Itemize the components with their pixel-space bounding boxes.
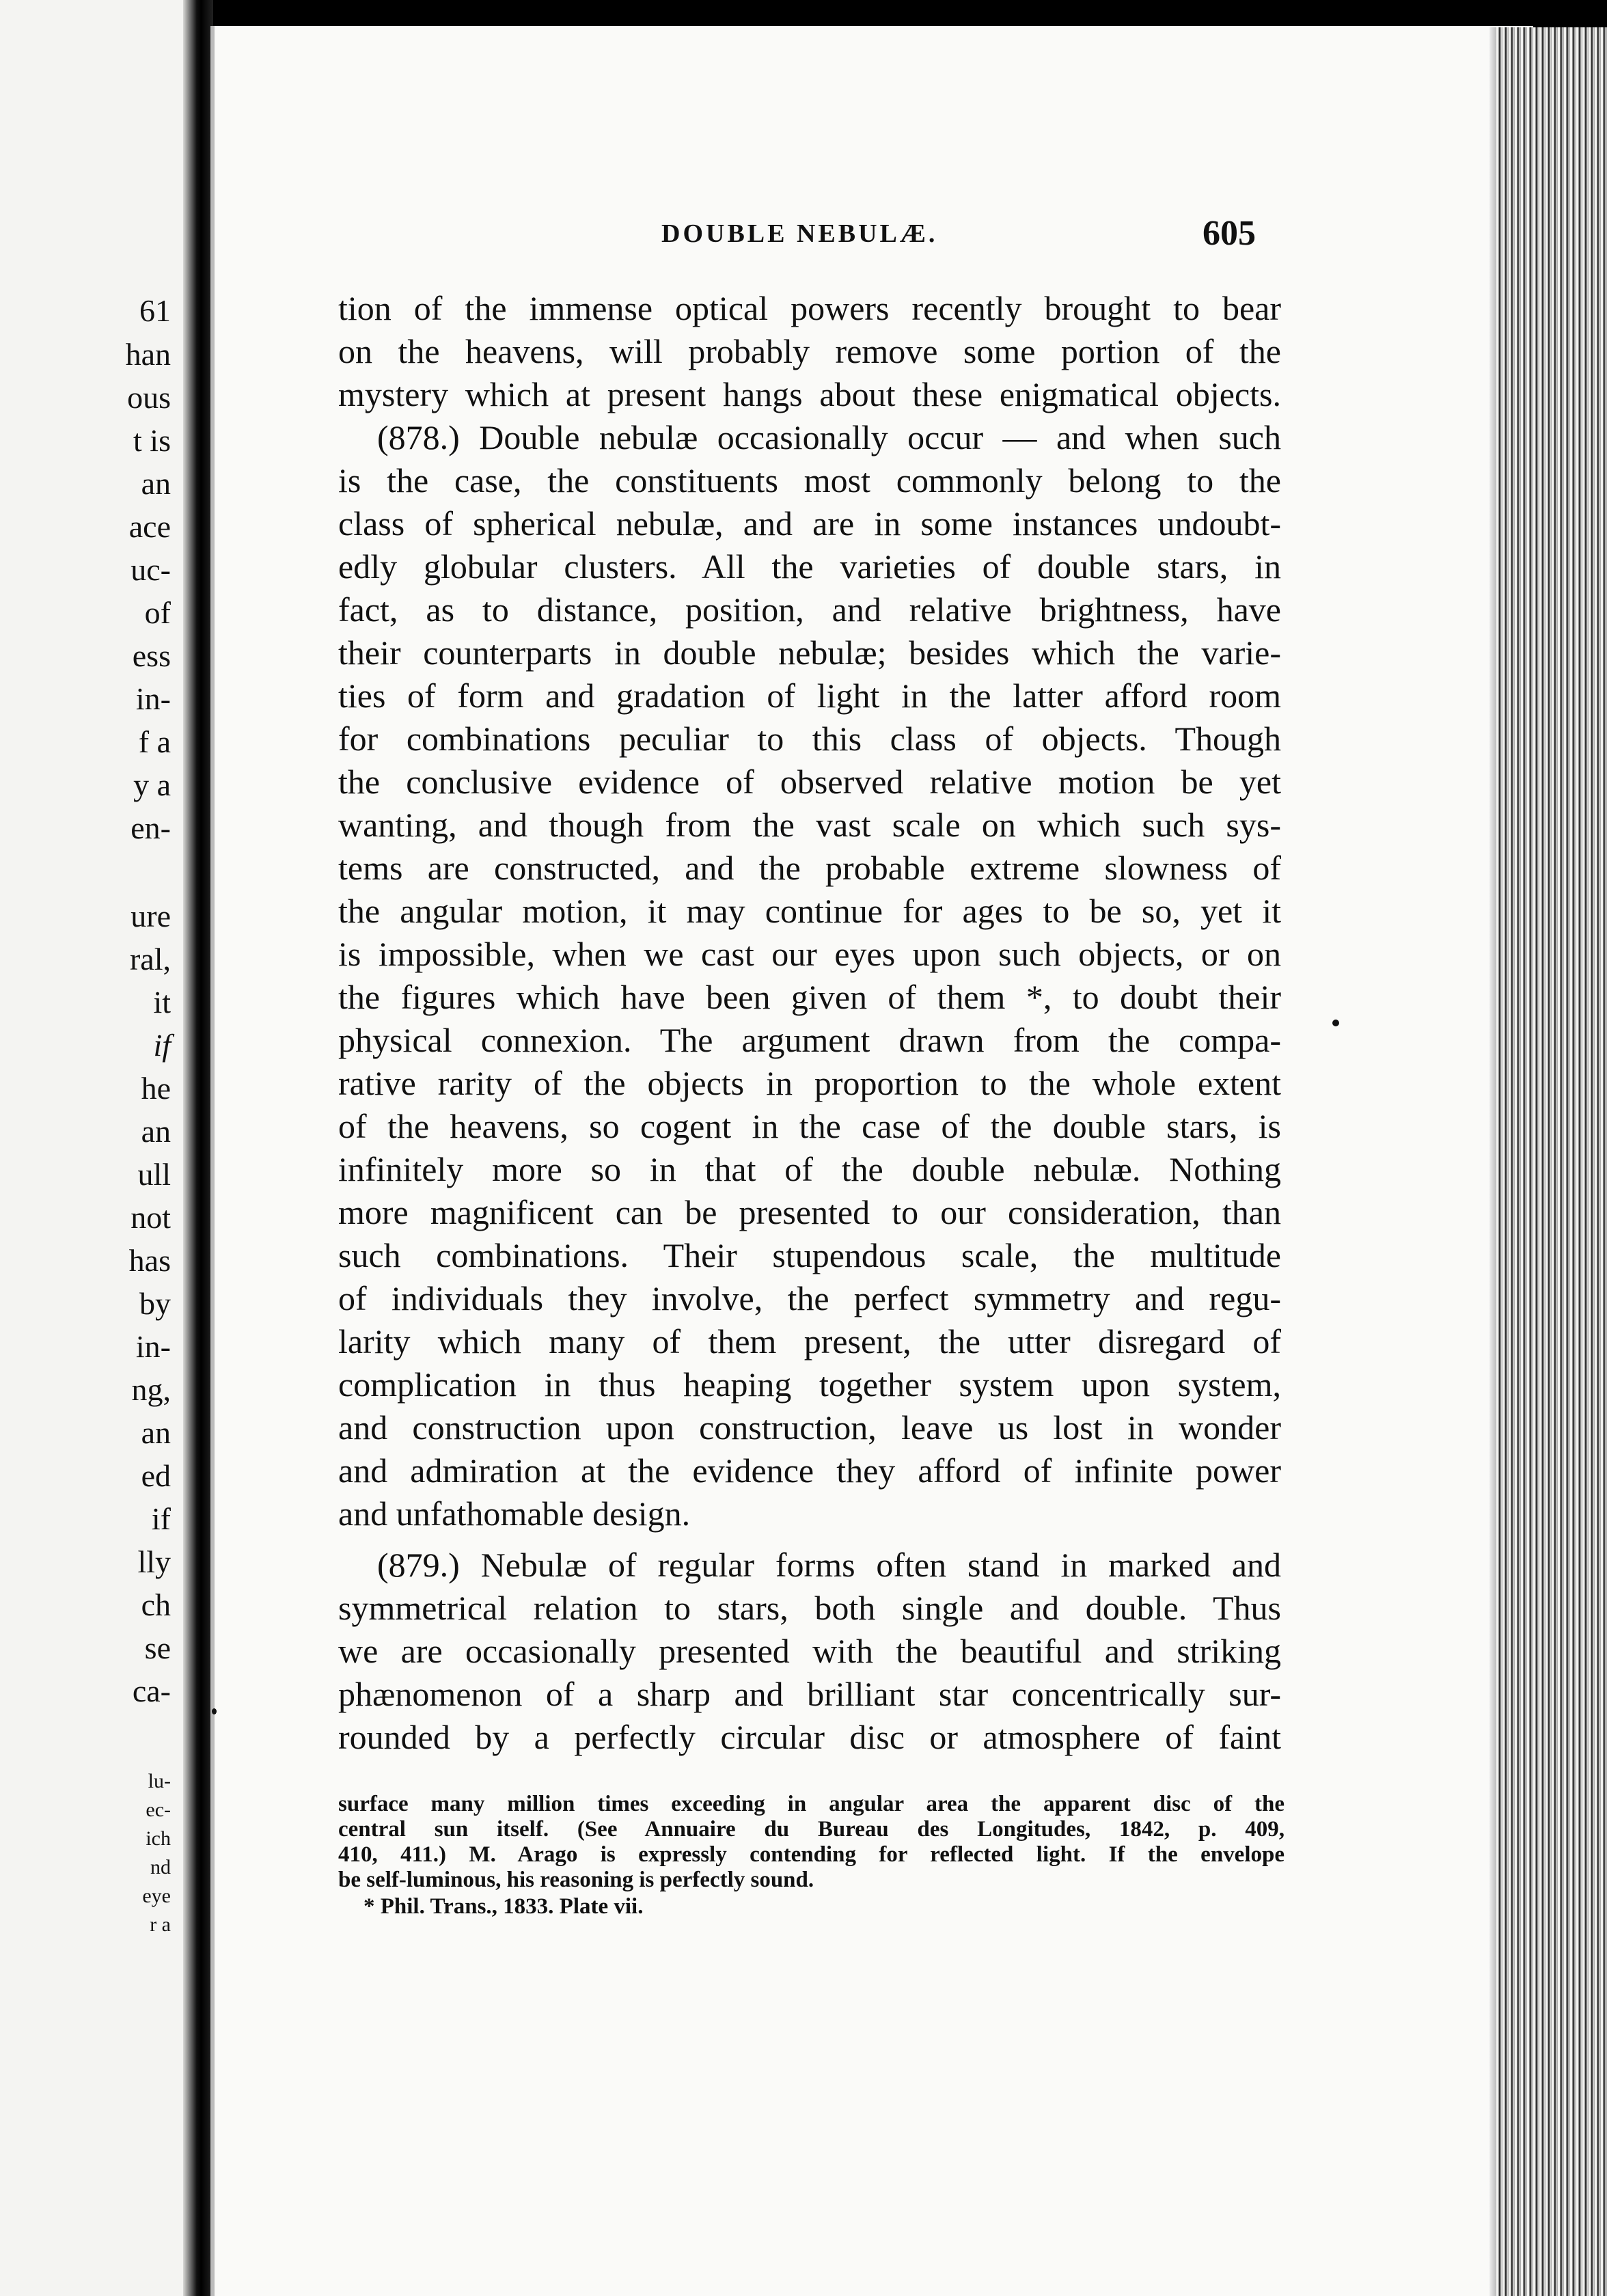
stacked-page-edges: [1496, 27, 1607, 2296]
body-line: rounded by a perfectly circular disc or atmosphere of faint: [338, 1718, 1281, 1756]
body-line: of the heavens, so cogent in the case of the double stars, is: [338, 1107, 1281, 1145]
body-line: their counterparts in double nebulæ; besides which the varie-: [338, 633, 1281, 672]
left-page-line: ch: [141, 1587, 171, 1622]
left-page-footnote-line: ich: [146, 1827, 171, 1850]
body-line: infinitely more so in that of the double nebulæ. Nothing: [338, 1150, 1281, 1188]
left-page-line: ure: [131, 899, 171, 933]
ink-speck: [212, 1708, 217, 1714]
left-page-line: ace: [128, 509, 171, 544]
left-page-line: of: [144, 595, 171, 630]
left-page-footnote-line: nd: [150, 1856, 171, 1878]
left-page-line: f a: [138, 724, 171, 759]
body-line: (879.) Nebulæ of regular forms often stand in marked and: [377, 1546, 1281, 1584]
left-page-footnote-line: lu-: [148, 1770, 171, 1792]
book-gutter: [183, 0, 213, 2296]
left-page-line: not: [131, 1200, 171, 1235]
left-page-line: ng,: [131, 1372, 171, 1407]
left-page-line: se: [144, 1630, 171, 1665]
body-line: and admiration at the evidence they afford of infinite power: [338, 1451, 1281, 1490]
left-page-line: en-: [131, 810, 171, 845]
left-page-line: t is: [133, 423, 171, 458]
left-page-line: lly: [137, 1544, 171, 1579]
left-page-line: has: [128, 1243, 171, 1278]
footnote-line: * Phil. Trans., 1833. Plate vii.: [363, 1894, 644, 1919]
left-page-line: y a: [133, 767, 171, 802]
running-title: DOUBLE NEBULÆ.: [661, 219, 938, 248]
footnote-line: 410, 411.) M. Arago is expressly contending for reflected light. If the envelope: [338, 1842, 1285, 1867]
body-line: wanting, and though from the vast scale on which such sys-: [338, 806, 1281, 844]
left-page-line: in-: [135, 681, 171, 716]
body-line: we are occasionally presented with the beautiful and striking: [338, 1632, 1281, 1670]
left-page-line: ca-: [132, 1673, 171, 1708]
left-page-line: an: [141, 1114, 171, 1149]
body-line: and unfathomable design.: [338, 1494, 691, 1533]
ink-speck: [1332, 1020, 1339, 1026]
left-page-line: he: [141, 1071, 171, 1106]
body-line: and construction upon construction, leave us lost in wonder: [338, 1408, 1281, 1447]
body-line: is impossible, when we cast our eyes upon such objects, or on: [338, 935, 1281, 973]
left-page-line: an: [141, 466, 171, 501]
left-page-line: han: [125, 337, 171, 372]
left-page-line: by: [139, 1286, 171, 1321]
body-line: larity which many of them present, the utter disregard of: [338, 1322, 1281, 1361]
footnote-line: surface many million times exceeding in angular area the apparent disc of the: [338, 1792, 1285, 1816]
body-line: on the heavens, will probably remove some portion of the: [338, 332, 1281, 370]
page-number: 605: [1203, 214, 1256, 253]
body-line: rative rarity of the objects in proportion to the whole extent: [338, 1064, 1281, 1102]
body-line: more magnificent can be presented to our consideration, than: [338, 1193, 1281, 1231]
left-page-line: if: [151, 1501, 171, 1536]
left-page-line: ous: [127, 380, 171, 415]
left-page-footnote-line: ec-: [146, 1799, 171, 1821]
left-page-line: if: [153, 1028, 171, 1063]
body-line: ties of form and gradation of light in the latter afford room: [338, 676, 1281, 715]
footnote-line: central sun itself. (See Annuaire du Bureau des Longitudes, 1842, p. 409,: [338, 1817, 1285, 1842]
body-line: the figures which have been given of them *, to doubt their: [338, 978, 1281, 1016]
body-line: for combinations peculiar to this class of objects. Though: [338, 720, 1281, 758]
body-line: fact, as to distance, position, and relative brightness, have: [338, 590, 1281, 629]
footnote-line: be self-luminous, his reasoning is perfectly sound.: [338, 1868, 814, 1892]
body-line: symmetrical relation to stars, both single and double. Thus: [338, 1589, 1281, 1627]
body-line: is the case, the constituents most commonly belong to the: [338, 461, 1281, 500]
body-line: (878.) Double nebulæ occasionally occur — and when such: [377, 418, 1281, 456]
body-line: tion of the immense optical powers recently brought to bear: [338, 289, 1281, 327]
body-line: such combinations. Their stupendous scale, the multitude: [338, 1236, 1281, 1274]
left-page-footnote-line: r a: [150, 1913, 171, 1936]
left-page-line: ral,: [129, 942, 171, 976]
left-page-line: uc-: [131, 552, 171, 587]
previous-page: [0, 0, 193, 2296]
body-line: edly globular clusters. All the varieties of double stars, in: [338, 547, 1281, 586]
body-line: the angular motion, it may continue for ages to be so, yet it: [338, 892, 1281, 930]
body-line: complication in thus heaping together system upon system,: [338, 1365, 1281, 1404]
left-page-line: ed: [141, 1458, 171, 1493]
body-line: of individuals they involve, the perfect symmetry and regu-: [338, 1279, 1281, 1317]
left-page-line: an: [141, 1415, 171, 1450]
body-line: physical connexion. The argument drawn from the compa-: [338, 1021, 1281, 1059]
body-line: class of spherical nebulæ, and are in some instances undoubt-: [338, 504, 1281, 543]
body-line: tems are constructed, and the probable extreme slowness of: [338, 849, 1281, 887]
left-page-line: ess: [132, 638, 171, 673]
left-page-footnote-line: eye: [142, 1885, 171, 1907]
body-line: the conclusive evidence of observed relative motion be yet: [338, 763, 1281, 801]
left-page-line: ull: [137, 1157, 171, 1192]
left-page-line: in-: [135, 1329, 171, 1364]
body-line: mystery which at present hangs about these enigmatical objects.: [338, 375, 1281, 413]
body-line: phænomenon of a sharp and brilliant star concentrically sur-: [338, 1675, 1281, 1713]
left-page-line: it: [153, 985, 171, 1020]
left-page-line: 61: [139, 293, 171, 328]
